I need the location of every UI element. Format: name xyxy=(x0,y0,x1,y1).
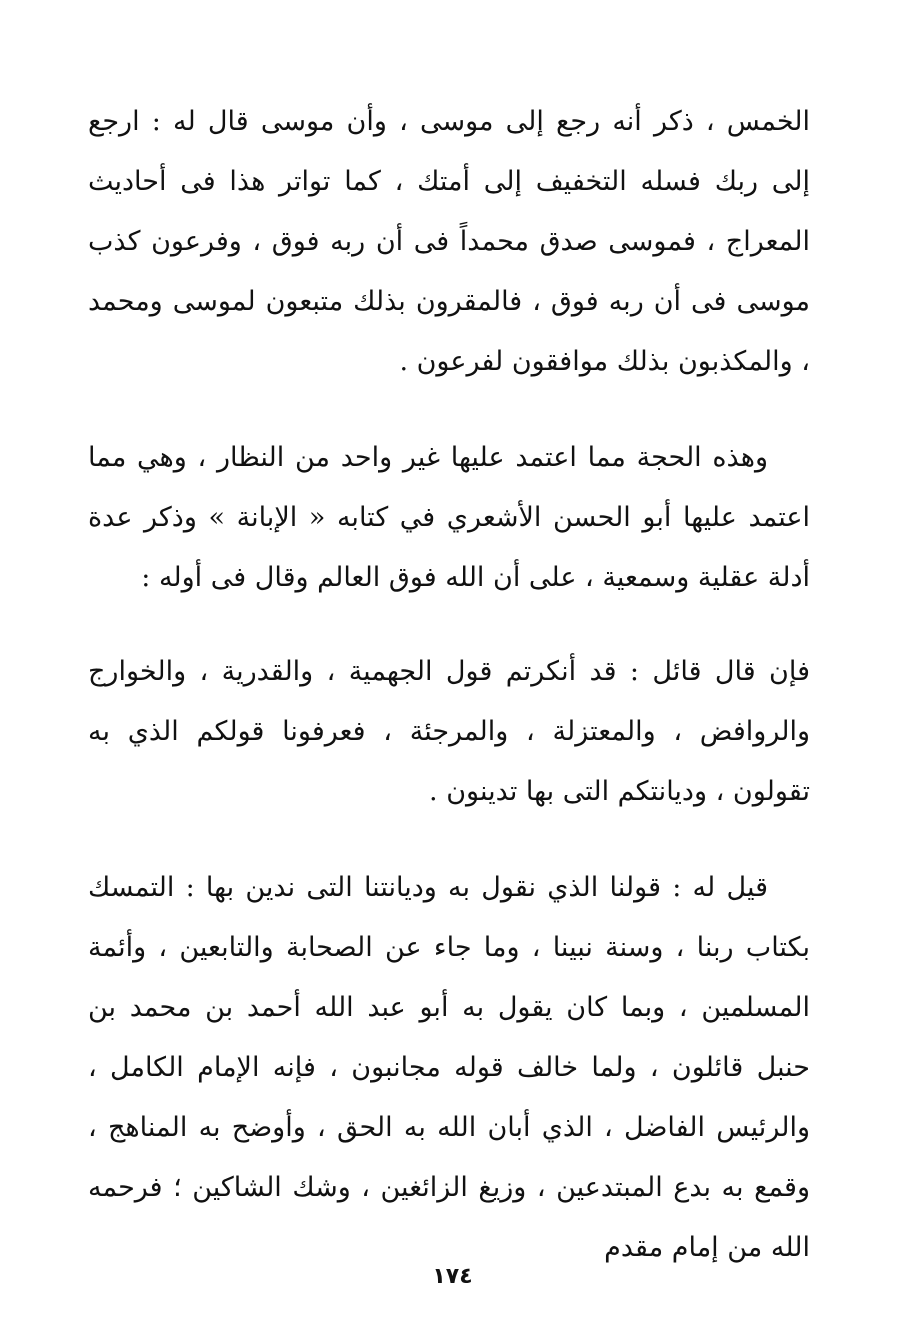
paragraph-4 xyxy=(88,858,810,1278)
paragraph-2 xyxy=(88,428,810,608)
paragraph-2-text: وهذه الحجة مما اعتمد عليها غير واحد من النظار ، وهي مما اعتمد عليها أبو الحسن الأشعري في كتابه « الإبانة » وذكر عدة أدلة عقلية وسمعية ، على أن الله فوق العالم وقال فى أوله : xyxy=(88,442,810,593)
paragraph-4-text: قيل له : قولنا الذي نقول به وديانتنا التى ندين بها : التمسك بكتاب ربنا ، وسنة نبينا ، وما جاء عن الصحابة والتابعين ، وأئمة المسلمين ، وبما كان يقول به أبو عبد الله أحمد بن محمد بن حنبل قائلون ، ولما خالف قوله مجانبون ، فإنه الإمام الكامل ، والرئيس الفاضل ، الذي أبان الله به الحق ، وأوضح به المناهج ، وقمع به بدع المبتدعين ، وزيغ الزائغين ، وشك الشاكين ؛ فرحمه الله من إمام مقدم xyxy=(88,872,810,1263)
paragraph-3 xyxy=(88,642,810,822)
paragraph-1-text: الخمس ، ذكر أنه رجع إلى موسى ، وأن موسى قال له : ارجع إلى ربك فسله التخفيف إلى أمتك ، كما تواتر هذا فى أحاديث المعراج ، فموسى صدق محمداً فى أن ربه فوق ، وفرعون كذب موسى فى أن ربه فوق ، فالمقرون بذلك متبعون لموسى ومحمد ، والمكذبون بذلك موافقون لفرعون . xyxy=(88,106,810,377)
paragraph-3-text: فإن قال قائل : قد أنكرتم قول الجهمية ، والقدرية ، والخوارج والروافض ، والمعتزلة ، والمرجئة ، فعرفونا قولكم الذي به تقولون ، وديانتكم التى بها تدينون . xyxy=(88,656,810,807)
page-number: ١٧٤ xyxy=(432,1264,473,1289)
paragraph-1 xyxy=(88,92,810,392)
